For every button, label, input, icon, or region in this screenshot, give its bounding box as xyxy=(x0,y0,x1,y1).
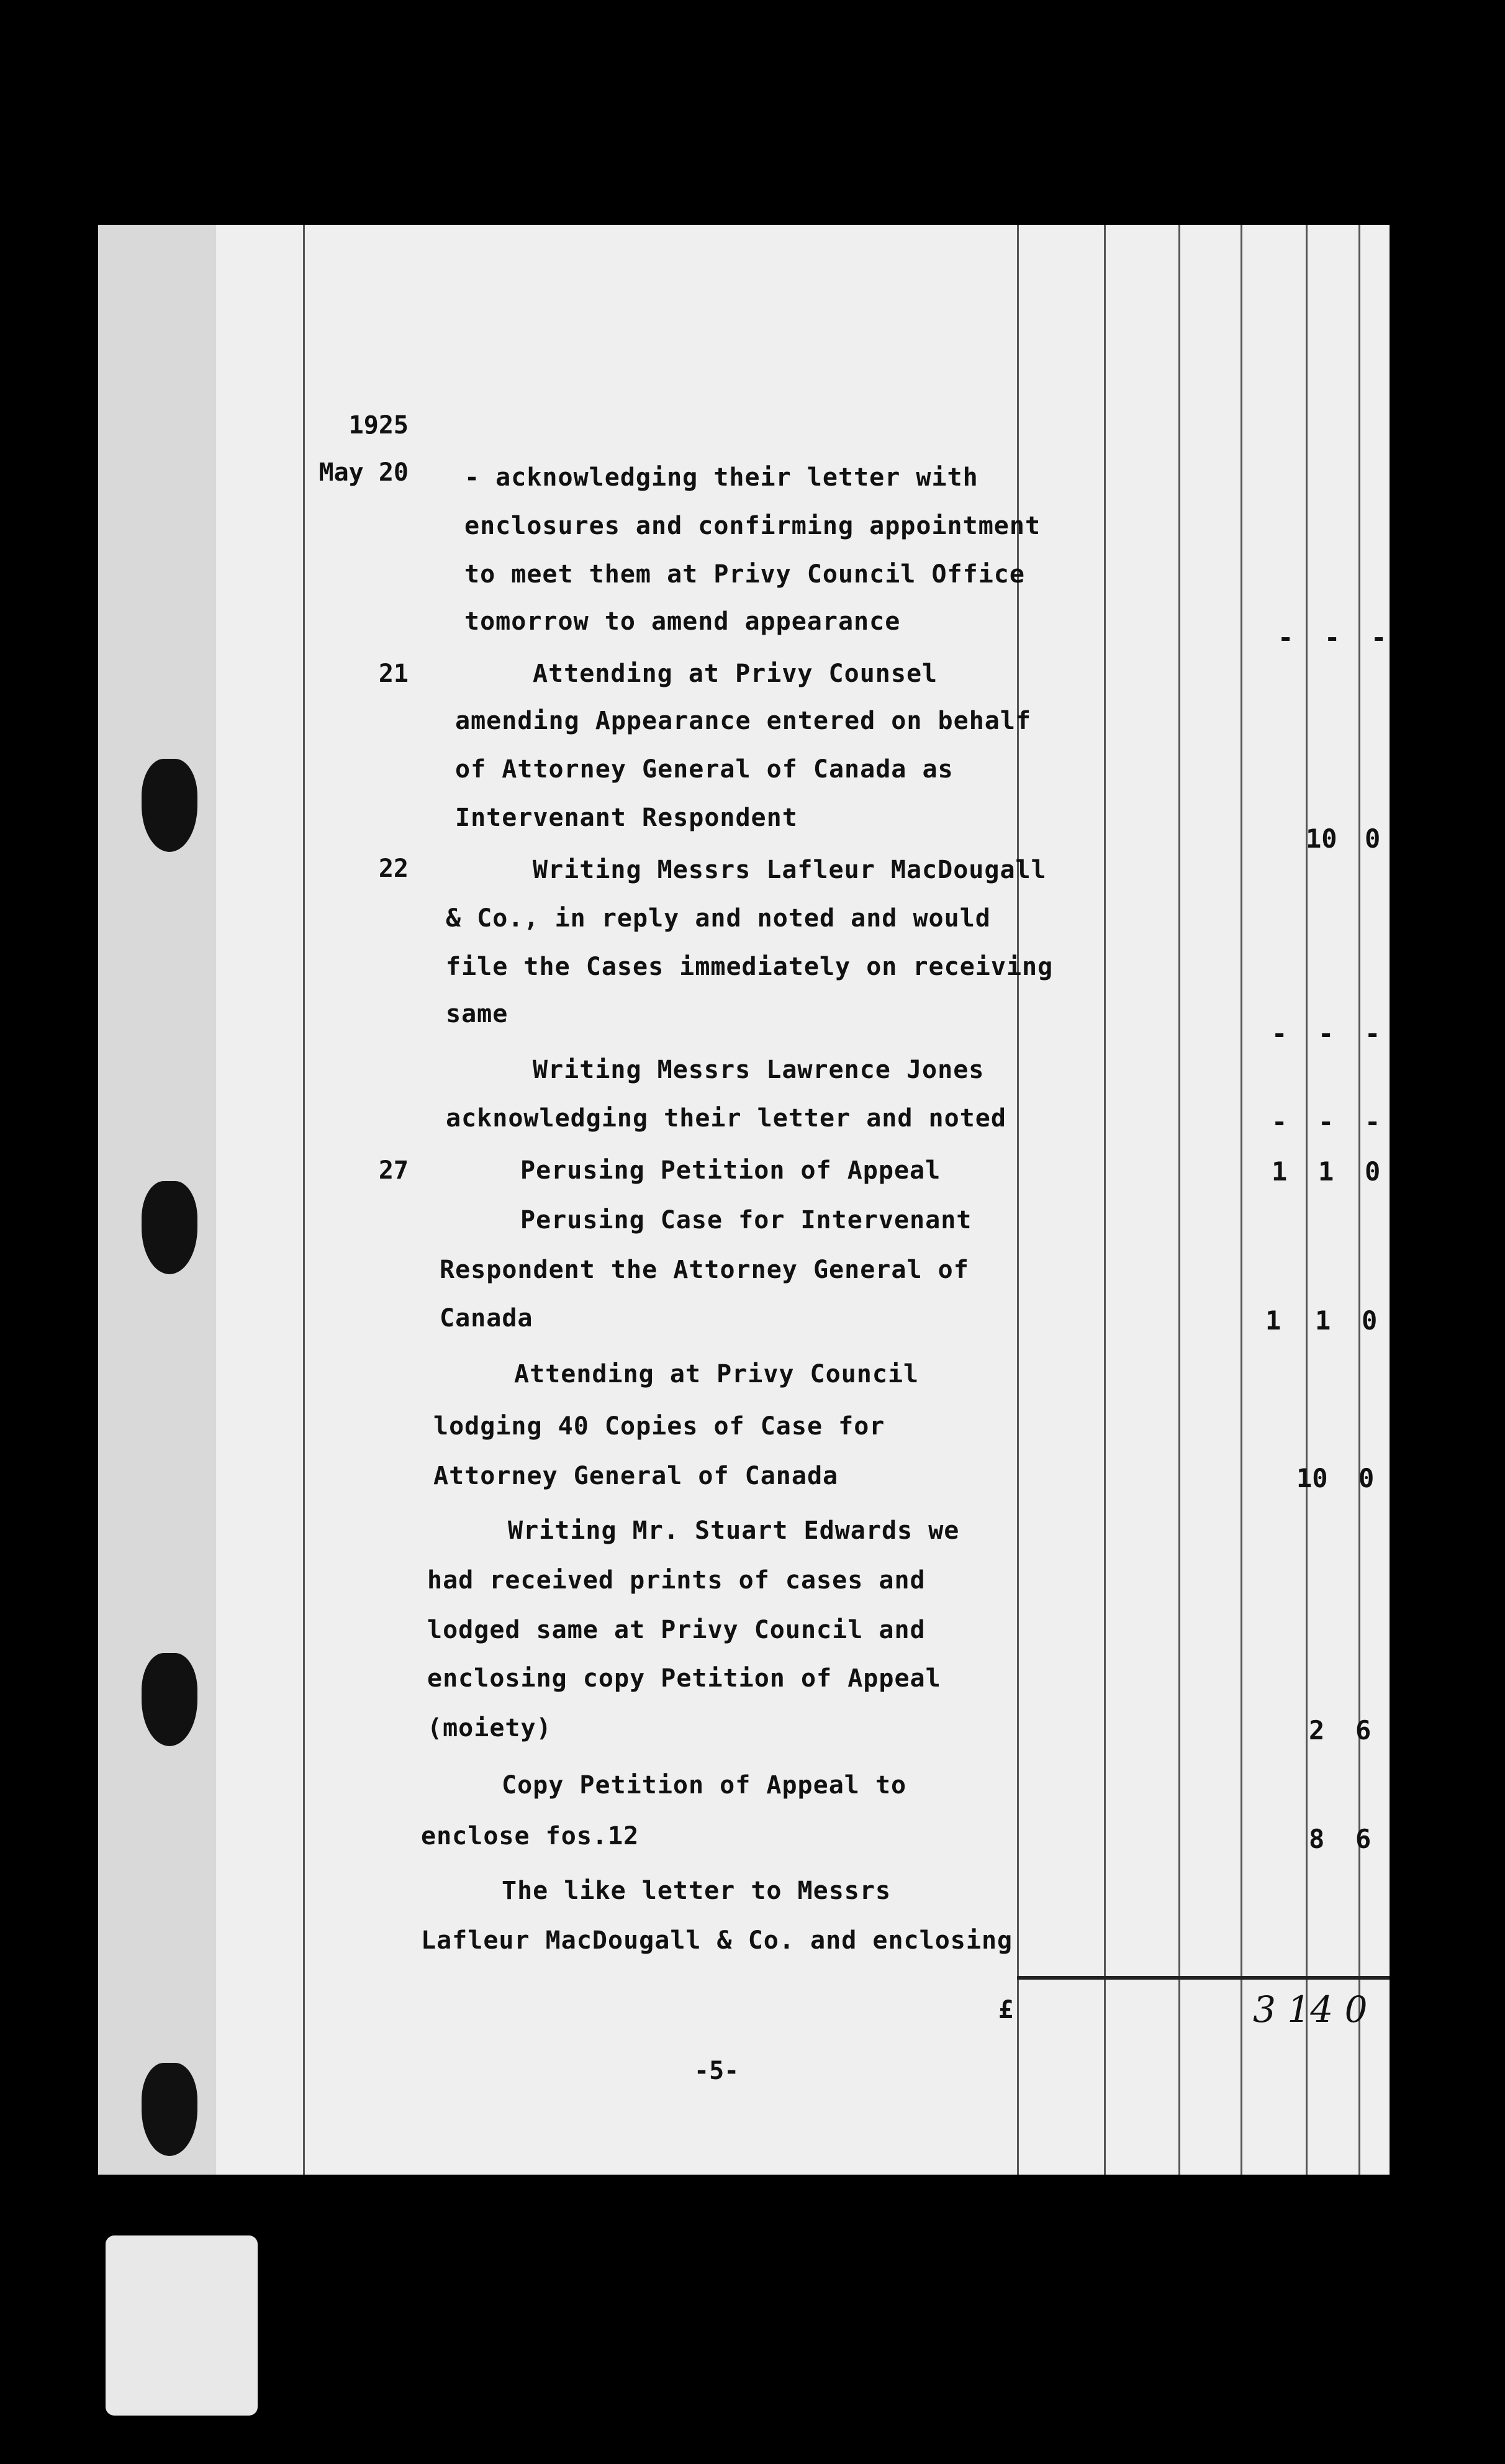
column-rule xyxy=(1178,225,1180,2175)
entry-line: Writing Mr. Stuart Edwards we xyxy=(508,1516,960,1545)
column-rule xyxy=(303,225,305,2175)
amount-pounds: 1 xyxy=(1272,1156,1288,1187)
date-year: 1925 xyxy=(348,411,409,440)
amount-shillings: - xyxy=(1324,622,1340,653)
entry-line: Copy Petition of Appeal to xyxy=(502,1771,907,1800)
amount-shillings: 1 xyxy=(1318,1156,1334,1187)
amount-pounds: - xyxy=(1272,1018,1288,1049)
entry-line: Attorney General of Canada xyxy=(433,1462,839,1490)
entry-line: lodging 40 Copies of Case for xyxy=(433,1412,885,1441)
entry-line: & Co., in reply and noted and would xyxy=(446,904,991,933)
column-rule xyxy=(1104,225,1106,2175)
entry-line: Writing Messrs Lawrence Jones xyxy=(533,1056,985,1084)
entry-line: of Attorney General of Canada as xyxy=(455,755,954,784)
entry-line: tomorrow to amend appearance xyxy=(464,607,901,636)
entry-line: Lafleur MacDougall & Co. and enclosing xyxy=(421,1926,1013,1955)
amount-shillings: - xyxy=(1318,1018,1334,1049)
date-22: 22 xyxy=(378,854,409,883)
amount-pence: 0 xyxy=(1362,1305,1378,1336)
amount-pounds: 1 xyxy=(1265,1305,1281,1336)
amount-pence: 6 xyxy=(1355,1715,1372,1746)
amount-shillings: 10 xyxy=(1306,823,1337,854)
column-rule xyxy=(1241,225,1242,2175)
date-27: 27 xyxy=(378,1156,409,1185)
date-may-20: May 20 xyxy=(319,458,409,487)
binding-hole xyxy=(142,1181,197,1274)
amount-shillings: 8 xyxy=(1309,1824,1325,1854)
entry-line: to meet them at Privy Council Office xyxy=(464,560,1025,589)
amount-shillings: 1 xyxy=(1315,1305,1331,1336)
entry-line: enclosing copy Petition of Appeal xyxy=(427,1664,941,1693)
entry-line: acknowledging their letter and noted xyxy=(446,1104,1006,1133)
column-rule xyxy=(1306,225,1308,2175)
entry-line: - acknowledging their letter with xyxy=(464,463,978,492)
amount-pence: 0 xyxy=(1358,1463,1375,1493)
amount-pence: - xyxy=(1371,622,1387,653)
entry-line: Intervenant Respondent xyxy=(455,804,798,832)
entry-line: enclosures and confirming appointment xyxy=(464,512,1041,540)
column-rule xyxy=(1358,225,1360,2175)
entry-line: The like letter to Messrs xyxy=(502,1877,892,1905)
date-21: 21 xyxy=(378,659,409,688)
amount-pence: 0 xyxy=(1365,1156,1381,1187)
amount-pence: 0 xyxy=(1365,823,1381,854)
amount-shillings: 10 xyxy=(1296,1463,1328,1493)
entry-line: had received prints of cases and xyxy=(427,1566,926,1595)
handwritten-total: 3 14 0 xyxy=(1253,1988,1368,2031)
amount-pounds: - xyxy=(1278,622,1294,653)
amount-pounds: - xyxy=(1272,1107,1288,1137)
entry-line: Canada xyxy=(440,1304,533,1333)
currency-symbol: £ xyxy=(998,1996,1014,2024)
entry-line: (moiety) xyxy=(427,1714,552,1742)
entry-line: Writing Messrs Lafleur MacDougall xyxy=(533,856,1047,884)
binding-hole xyxy=(142,2063,197,2156)
total-rule xyxy=(1017,1976,1390,1980)
entry-line: Attending at Privy Council xyxy=(514,1360,920,1388)
entry-line: enclose fos.12 xyxy=(421,1822,640,1850)
amount-pence: - xyxy=(1365,1018,1381,1049)
entry-line: amending Appearance entered on behalf xyxy=(455,707,1032,735)
entry-line: file the Cases immediately on receiving xyxy=(446,953,1054,981)
ledger-sheet xyxy=(98,225,1390,2175)
binding-hole xyxy=(142,1653,197,1746)
entry-line: lodged same at Privy Council and xyxy=(427,1616,926,1644)
entry-line: Respondent the Attorney General of xyxy=(440,1256,969,1284)
amount-shillings: 2 xyxy=(1309,1715,1325,1746)
entry-line: Perusing Petition of Appeal xyxy=(520,1156,941,1185)
entry-line: Perusing Case for Intervenant xyxy=(520,1206,972,1234)
amount-shillings: - xyxy=(1318,1107,1334,1137)
entry-line: same xyxy=(446,1000,508,1028)
binding-hole xyxy=(142,759,197,852)
entry-line: Attending at Privy Counsel xyxy=(533,659,938,688)
page-number: -5- xyxy=(694,2057,739,2085)
amount-pence: 6 xyxy=(1355,1824,1372,1854)
blank-card xyxy=(106,2235,258,2416)
amount-pence: - xyxy=(1365,1107,1381,1137)
